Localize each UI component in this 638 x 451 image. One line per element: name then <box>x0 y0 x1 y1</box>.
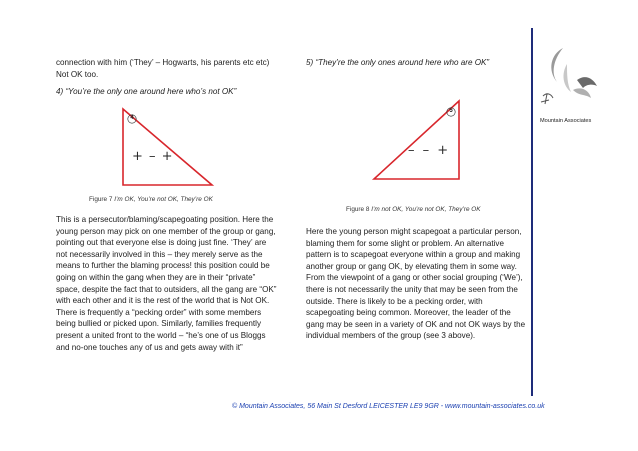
right-body-line: From the viewpoint of a gang or other social grouping (‘We’), <box>306 273 523 283</box>
left-column <box>56 57 294 80</box>
right-body-line: another group or gang OK, by elevating them in some way. <box>306 261 517 271</box>
left-body-line: young person may pick on one member of the group or gang, <box>56 226 276 236</box>
figure-7-caption <box>89 196 213 203</box>
heading-4: 4) “You’re the only one around here who’s not OK” <box>56 87 237 96</box>
left-body-line: pointing out that everyone else is doing just fine. ‘They’ are <box>56 238 267 248</box>
figure-7-caption-text: I’m OK, You’re not OK, They’re OK <box>114 196 213 203</box>
left-body-line: with each other and it is the rest of the world that is Not OK. <box>56 296 270 306</box>
figure-7-caption-number: Figure 7 <box>89 196 113 203</box>
left-body-line: There is frequently a “pecking order” with some members <box>56 307 262 317</box>
left-body-line: present a united front to the world – “he’s one of us Bloggs <box>56 330 266 340</box>
left-body-line: This is a persecutor/blaming/scapegoating position. Here the <box>56 215 274 224</box>
left-body-line: going on within the gang when they are in their “private” <box>56 272 256 282</box>
right-body-line: there is not necessarily the unity that may be seen from the <box>306 284 518 294</box>
figure-8-caption-text: I’m not OK, You’re not OK, They’re OK <box>371 206 481 213</box>
left-body-line: and no-one touches any of us and gets away with it” <box>56 342 243 352</box>
left-body-line: being bullied or picked upon. Similarly, families frequently <box>56 319 261 329</box>
figure-8-signs: – – + <box>408 143 451 158</box>
figure-8-caption-number: Figure 8 <box>346 206 370 213</box>
figure-7-number: 4 <box>130 115 134 121</box>
left-body-line: means to further the blaming process! this position could be <box>56 261 270 271</box>
right-body-line: individual members of the group (see 3 above). <box>306 331 476 341</box>
figure-8-number: 5 <box>449 108 453 114</box>
intro-line-1: connection with him (‘They’ – Hogwarts, his parents etc etc) <box>56 58 270 67</box>
footer-address: © Mountain Associates, 56 Main St Desford LEICESTER LE9 9GR - www.mountain-associates.co.uk <box>232 403 545 410</box>
right-body-line: pattern is to scapegoat everyone within a group and making <box>306 250 521 260</box>
mountain-associates-logo-icon <box>537 44 599 112</box>
figure-8-caption <box>346 206 481 213</box>
right-body-line: gang may be seen in a variety of OK and not OK ways by the <box>306 319 526 329</box>
right-body-line: scapegoating being common. Moreover, the leader of the <box>306 308 511 318</box>
figure-7-signs: + – + <box>132 149 174 164</box>
left-body-line: space, despite the fact that to outsiders, all the gang are “OK” <box>56 284 277 294</box>
left-body <box>56 214 294 353</box>
right-body-line: blaming them for some slight or problem. An alternative <box>306 238 504 248</box>
intro-line-2: Not OK too. <box>56 69 99 79</box>
left-body-line: not necessarily involved in this – they merely serve as the <box>56 249 263 259</box>
heading-5: 5) “They’re the only ones around here who are OK” <box>306 58 490 67</box>
right-body-line: Here the young person might scapegoat a particular person, <box>306 227 522 236</box>
right-body <box>306 226 528 342</box>
accent-divider-line <box>531 28 533 396</box>
right-body-line: outside. There is likely to be a pecking order, with <box>306 296 483 306</box>
brand-name: Mountain Associates <box>540 118 592 124</box>
